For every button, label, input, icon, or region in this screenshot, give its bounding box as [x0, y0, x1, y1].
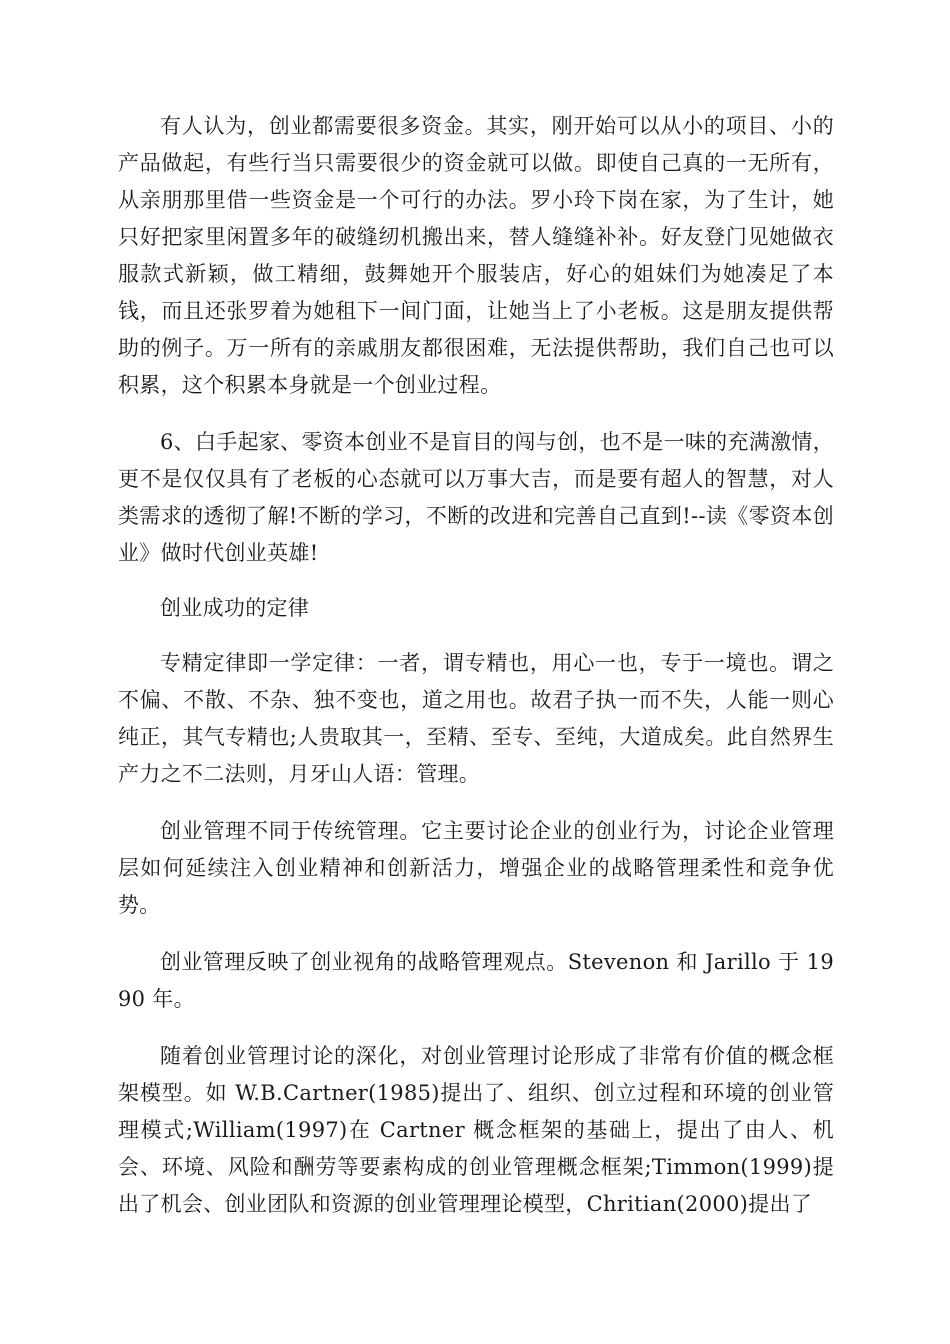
paragraph-framework-models: 随着创业管理讨论的深化，对创业管理讨论形成了非常有价值的概念框架模型。如 W.B.Cartner(1985)提出了、组织、创立过程和环境的创业管理模式;William(1997)在 Cartner 概念框架的基础上，提出了由人、机会、环境、风险和酬劳等要素构成的创业管理概念框架;Timmon(1999)提出了机会、创业团队和资源的创业管理理论模型，Chritian(2000)提出了 [118, 1044, 834, 1216]
paragraph-management-diff: 创业管理不同于传统管理。它主要讨论企业的创业行为，讨论企业管理层如何延续注入创业精神和创新活力，增强企业的战略管理柔性和竞争优势。 [118, 819, 834, 917]
paragraph-startup-funding: 有人认为，创业都需要很多资金。其实，刚开始可以从小的项目、小的产品做起，有些行当只需要很少的资金就可以做。即使自己真的一无所有，从亲朋那里借一些资金是一个可行的办法。罗小玲下岗在家，为了生计，她只好把家里闲置多年的破缝纫机搬出来，替人缝缝补补。好友登门见她做衣服款式新颖，做工精细，鼓舞她开个服装店，好心的姐妹们为她凑足了本钱，而且还张罗着为她租下一间门面，让她当上了小老板。这是朋友提供帮助的例子。万一所有的亲戚朋友都很困难，无法提供帮助，我们自己也可以积累，这个积累本身就是一个创业过程。 [118, 114, 834, 397]
document-body [118, 108, 834, 1223]
paragraph-strategic-view: 创业管理反映了创业视角的战略管理观点。Stevenon 和 Jarillo 于 1990 年。 [118, 950, 834, 1011]
paragraph-focus-law: 专精定律即一学定律：一者，谓专精也，用心一也，专于一境也。谓之不偏、不散、不杂、独不变也，道之用也。故君子执一而不失，人能一则心纯正，其气专精也;人贵取其一，至精、至专、至纯，大道成矣。此自然界生产力之不二法则，月牙山人语：管理。 [118, 651, 834, 786]
section-heading: 创业成功的定律 [160, 596, 310, 620]
paragraph-zero-capital: 6、白手起家、零资本创业不是盲目的闯与创，也不是一味的充满激情，更不是仅仅具有了老板的心态就可以万事大吉，而是要有超人的智慧，对人类需求的透彻了解!不断的学习，不断的改进和完善自己直到!--读《零资本创业》做时代创业英雄! [118, 430, 834, 565]
